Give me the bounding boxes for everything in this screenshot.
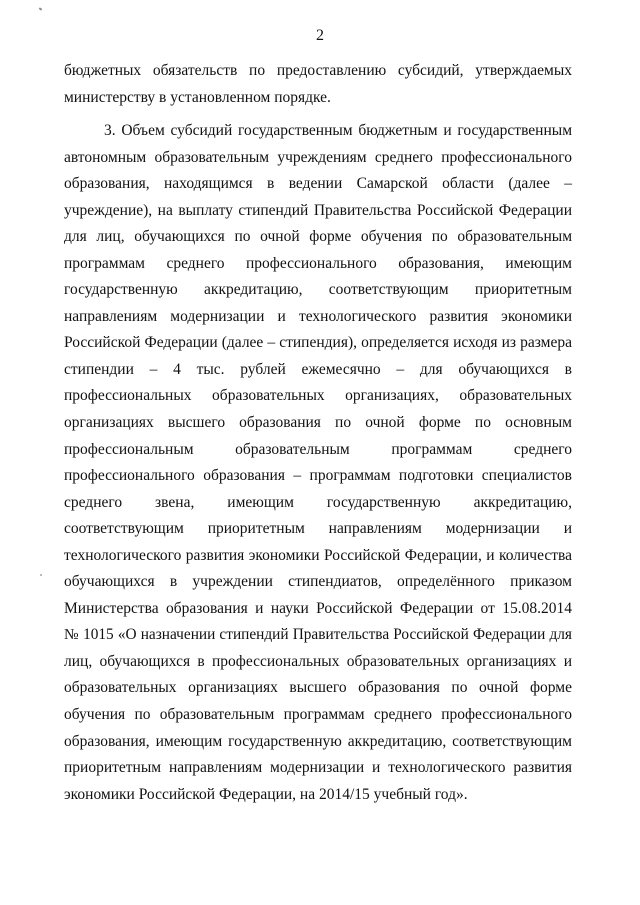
text-line: профессиональным образовательным программам среднего [64, 440, 572, 458]
text-line: направлениям модернизации и технологического развития экономики [64, 307, 572, 325]
scan-speck [40, 574, 42, 576]
text-line: приоритетным направлениям модернизации и технологического развития [64, 759, 572, 777]
text-line: государственную аккредитацию, соответствующим приоритетным [64, 281, 572, 299]
text-line: № 1015 «О назначении стипендий Правительства Российской Федерации для [64, 626, 572, 644]
page-number: 2 [316, 27, 324, 44]
text-line: организациях высшего образования по очной форме по основным [64, 414, 572, 432]
text-line: соответствующим приоритетным направлениям модернизации и [64, 520, 572, 538]
paragraph-3 [64, 118, 572, 808]
text-line: Министерства образования и науки Российской Федерации от 15.08.2014 [64, 599, 572, 617]
text-line: 3. Объем субсидий государственным бюджетным и государственным [104, 122, 572, 139]
text-line: технологического развития экономики Российской Федерации, и количества [64, 546, 572, 564]
text-line: для лиц, обучающихся по очной форме обучения по образовательным [64, 228, 572, 246]
text-line: образования, имеющим государственную аккредитацию, соответствующим [64, 732, 572, 750]
text-line: автономным образовательным учреждениям среднего профессионального [64, 148, 572, 166]
text-line: лиц, обучающихся в профессиональных образовательных организациях и [64, 652, 572, 670]
text-line: обучения по образовательным программам среднего профессионального [64, 706, 572, 724]
text-line: программам среднего профессионального образования, имеющим [64, 254, 572, 272]
text-line: стипендии – 4 тыс. рублей ежемесячно – для обучающихся в [64, 360, 572, 378]
continuation-paragraph [64, 58, 572, 111]
text-line: бюджетных обязательств по предоставлению субсидий, утверждаемых [64, 62, 572, 79]
text-line: профессионального образования – программам подготовки специалистов [64, 467, 572, 485]
text-line: экономики Российской Федерации, на 2014/15 учебный год». [64, 785, 468, 803]
text-line: обучающихся в учреждении стипендиатов, определённого приказом [64, 573, 572, 591]
text-line: образовательных организациях высшего образования по очной форме [64, 679, 572, 697]
text-line: министерству в установленном порядке. [64, 88, 331, 106]
text-line: учреждение), на выплату стипендий Правительства Российской Федерации [64, 201, 572, 219]
text-line: профессиональных образовательных организациях, образовательных [64, 387, 572, 405]
text-line: Российской Федерации (далее – стипендия), определяется исходя из размера [64, 334, 572, 352]
scan-speck [39, 7, 43, 10]
text-line: образования, находящимся в ведении Самарской области (далее – [64, 175, 572, 193]
text-line: среднего звена, имеющим государственную аккредитацию, [64, 493, 572, 511]
